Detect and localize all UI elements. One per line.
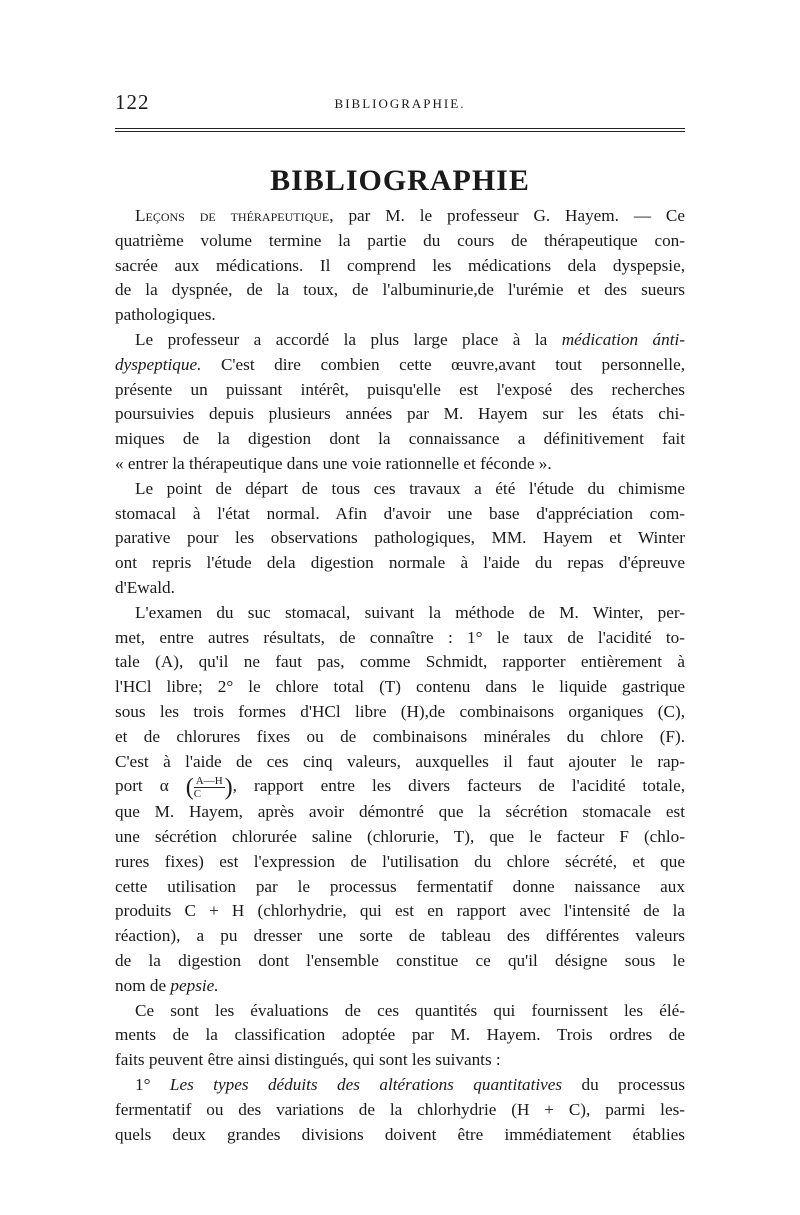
header-rule [115,128,685,132]
text-line: Leçons de thérapeutique, par M. le professeur G. Hayem. — Ce [135,206,686,225]
text-line: que M. Hayem, après avoir démontré que la sécrétion stomacale est [115,802,685,822]
text-line: quels deux grandes divisions doivent être immédiatement établies [115,1124,685,1144]
text-line: cette utilisation par le processus fermentatif donne naissance aux [115,876,685,896]
text-line: de la dyspnée, de la toux, de l'albuminurie,de l'urémie et des sueurs [115,280,685,300]
text-line: L'examen du suc stomacal, suivant la méthode de M. Winter, per- [135,602,685,622]
running-title: BIBLIOGRAPHIE. [334,96,466,111]
text-line: port α ( $\frac{A—H}{C}$ ), rapport entre les divers facteurs de l'acidité totale, [115,774,685,801]
paragraph-4 [115,601,685,999]
text-line: ments de la classification adoptée par M. Hayem. Trois ordres de [115,1025,685,1045]
text-line: met, entre autres résultats, de connaître : 1° le taux de l'acidité to- [115,627,685,647]
paragraph-5 [115,999,685,1073]
text-line: nom de pepsie. [115,975,219,995]
text-line: réaction), a pu dresser une sorte de tableau des différentes valeurs [115,926,685,946]
page-number: 122 [115,90,150,114]
text-line: rures fixes) est l'expression de l'utilisation du chlore sécrété, et que [115,851,685,871]
section-title: BIBLIOGRAPHIE [270,164,530,197]
text-line: fermentatif ou des variations de la chlorhydrie (H + C), parmi les- [115,1099,685,1119]
text-line: Le point de départ de tous ces travaux a été l'étude du chimisme [135,478,685,498]
text-line: sous les trois formes d'HCl libre (H),de combinaisons organiques (C), [115,701,685,721]
text-line: d'Ewald. [115,577,175,597]
text-line: Le professeur a accordé la plus large place à la médication ánti- [135,329,686,349]
text-line: stomacal à l'état normal. Afin d'avoir une base d'appréciation com- [115,503,685,523]
paragraph-6 [115,1073,685,1147]
text-line: faits peuvent être ainsi distingués, qui sont les suivants : [115,1050,501,1070]
paragraph-3 [115,477,685,601]
text-line: C'est à l'aide de ces cinq valeurs, auxquelles il faut ajouter le rap- [115,751,685,771]
running-header [115,90,685,122]
text-line: quatrième volume termine la partie du cours de thérapeutique con- [115,230,685,250]
ratio-fraction: ( $\frac{A—H}{C}$ ) [185,774,233,801]
text-line: miques de la digestion dont la connaissance a définitivement fait [115,429,685,449]
paragraph-2 [115,328,685,477]
text-line: ont repris l'étude dela digestion normale à l'aide du repas d'épreuve [115,553,685,573]
book-title: Leçons de thérapeutique, [135,206,334,225]
paragraph-1 [115,204,685,328]
text-line: présente un puissant intérêt, puisqu'elle est l'exposé des recherches [115,379,685,399]
text-line: tale (A), qu'il ne faut pas, comme Schmidt, rapporter entièrement à [115,652,685,672]
text-line: de la digestion dont l'ensemble constitue ce qu'il désigne sous le [115,950,685,970]
text-line: et de chlorures fixes ou de combinaisons minérales du chlore (F). [115,726,685,746]
text-line: Ce sont les évaluations de ces quantités qui fournissent les élé- [135,1000,685,1020]
text-line: parative pour les observations pathologiques, MM. Hayem et Winter [115,528,685,548]
fraction-denominator: C [193,788,202,801]
text-line: une sécrétion chlorurée saline (chlorurie, T), que le facteur F (chlo- [115,826,685,846]
text-line: dyspeptique. C'est dire combien cette œuvre,avant tout personnelle, [115,354,685,374]
book-page [115,90,685,1147]
text-line: 1° Les types déduits des altérations quantitatives du processus [135,1074,685,1094]
text-line: l'HCl libre; 2° le chlore total (T) contenu dans le liquide gastrique [115,677,685,697]
text-line: poursuivies depuis plusieurs années par M. Hayem sur les états chi- [115,404,685,424]
text-line: sacrée aux médications. Il comprend les médications dela dyspepsie, [115,255,685,275]
text-line: « entrer la thérapeutique dans une voie rationnelle et féconde ». [115,453,552,473]
text-line: produits C + H (chlorhydrie, qui est en rapport avec l'intensité de la [115,901,685,921]
fraction-numerator: A—H [195,775,223,788]
text-line: pathologiques. [115,305,216,325]
